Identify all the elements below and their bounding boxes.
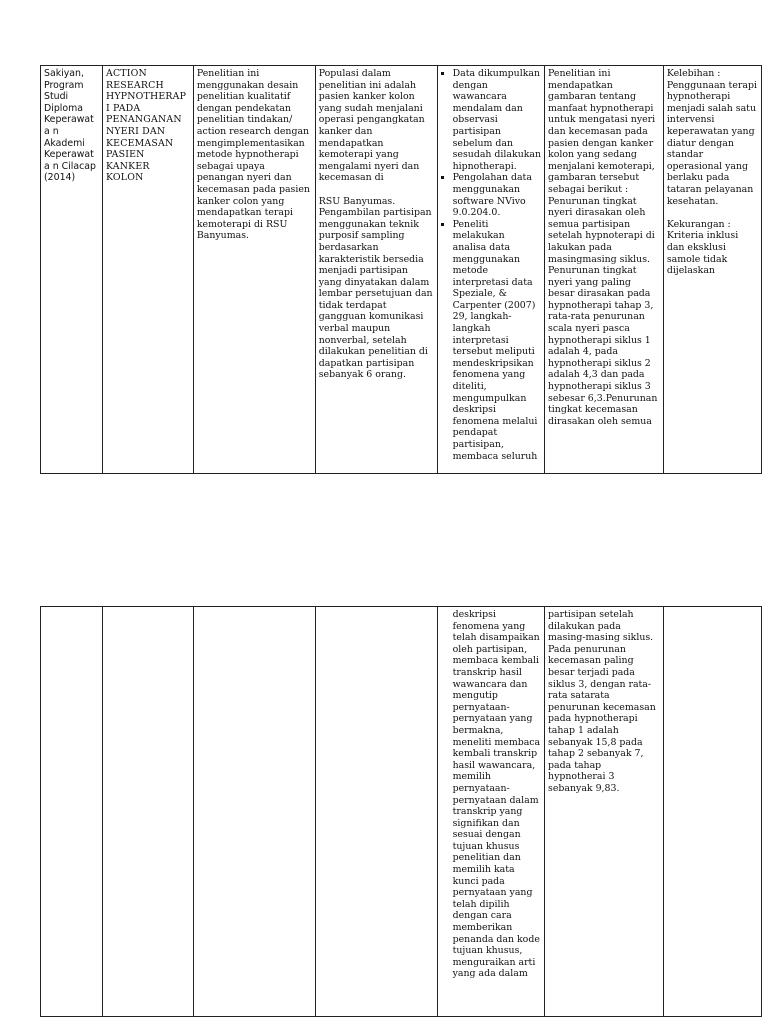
empty-cell [663, 607, 761, 1017]
empty-cell [102, 607, 193, 1017]
data-collection-cell [437, 66, 544, 474]
list-item: ▪ Peneliti melakukan analisa data menggunakan metode interpretasi data Speziale, & Carpenter (2007) 29, langkah-langkah interpretasi tersebut meliputi mendeskripsikan fenomena yang diteliti, mengumpulkan deskripsi fenomena melalui pendapat partisipan, membaca seluruh [453, 219, 541, 462]
strengths-text: Kelebihan : Penggunaan terapi hypnotherapi menjadi salah satu intervensi keperawatan yang diatur dengan standar operasional yang berlaku pada tataran pelayanan kesehatan. [666, 68, 757, 207]
data-collection-continued-cell: deskripsi fenomena yang telah disampaikan oleh partisipan, membaca kembali transkrip hasil wawancara dan mengutip pernyataan-pernyataan yang bermakna, meneliti membaca kembali transkrip hasil wawancara, memilih pernyataan-pernyataan dalam transkrip yang signifikan dan sesuai dengan tujuan khusus penelitian dan memilih kata kunci pada pernyataan yang telah dipilih dengan cara memberikan penanda dan kode tujuan khusus, menguraikan arti yang ada dalam [437, 607, 544, 1017]
list-item: ▪ Pengolahan data menggunakan software NVivo 9.0.204.0. [453, 172, 541, 218]
review-table-page-top [40, 65, 762, 474]
method-cell: Penelitian ini menggunakan desain penelitian kualitatif dengan pendekatan penelitian tindakan/ action research dengan mengimplementasikan metode hypnotherapi sebagai upaya penangan nyeri dan kecemasan pada pasien kanker colon yang mendapatkan terapi kemoterapi di RSU Banyumas. [193, 66, 315, 474]
sampling-text: RSU Banyumas. Pengambilan partisipan menggunakan teknik purposif sampling berdasarkan karakteristik bersedia menjadi partisipan yang dinyatakan dalam lembar persetujuan dan tidak terdapat gangguan komunikasi verbal maupun nonverbal, setelah dilakukan penelitian di dapatkan partisipan sebanyak 6 orang. [318, 195, 433, 381]
population-text: Populasi dalam penelitian ini adalah pasien kanker kolon yang sudah menjalani operasi pengangkatan kanker dan mendapatkan kemoterapi yang mengalami nyeri dan kecemasan di [318, 68, 425, 184]
list-item: ▪ Data dikumpulkan dengan wawancara mendalam dan observasi partisipan sebelum dan sesudah dilakukan hipnotherapi. [453, 68, 541, 172]
table-row [41, 607, 762, 1017]
paragraph-gap [319, 184, 434, 196]
empty-cell [41, 607, 103, 1017]
empty-cell [315, 607, 437, 1017]
review-table-page-bottom [40, 606, 762, 1017]
title-cell: ACTION RESEARCH HYPNOTHERAPI PADA PENANGANAN NYERI DAN KECEMASAN PASIEN KANKER KOLON [102, 66, 193, 474]
bullet-list [441, 68, 541, 462]
paragraph-gap [667, 207, 758, 219]
table-row [41, 66, 762, 474]
empty-cell [193, 607, 315, 1017]
results-continued-cell: partisipan setelah dilakukan pada masing-masing siklus. Pada penurunan kecemasan paling besar terjadi pada siklus 3, dengan rata-rata satarata penurunan kecemasan pada hypnotherapi tahap 1 adalah sebanyak 15,8 pada tahap 2 sebanyak 7, pada tahap hypnotherai 3 sebanyak 9,83. [545, 607, 664, 1017]
author-cell: Sakiyan, Program Studi Diploma Keperawata n Akademi Keperawata n Cilacap (2014) [41, 66, 103, 474]
population-cell [315, 66, 437, 474]
results-cell: Penelitian ini mendapatkan gambaran tentang manfaat hypnotherapi untuk mengatasi nyeri dan kecemasan pada pasien dengan kanker kolon yang sedang menjalani kemoterapi, gambaran tersebut sebagai berikut : Penurunan tingkat nyeri dirasakan oleh semua partisipan setelah hypnoterapi di lakukan pada masingmasing siklus. Penurunan tingkat nyeri yang paling besar dirasakan pada hypnotherapi tahap 3, rata-rata penurunan scala nyeri pasca hypnotherapi siklus 1 adalah 4, pada hypnotherapi siklus 2 adalah 4,3 dan pada hypnotherapi siklus 3 sebesar 6,3.Penurunan tingkat kecemasan dirasakan oleh semua [545, 66, 664, 474]
weaknesses-text: Kekurangan : Kriteria inklusi dan eksklusi samole tidak dijelaskan [666, 218, 739, 277]
strengths-weaknesses-cell [663, 66, 761, 474]
